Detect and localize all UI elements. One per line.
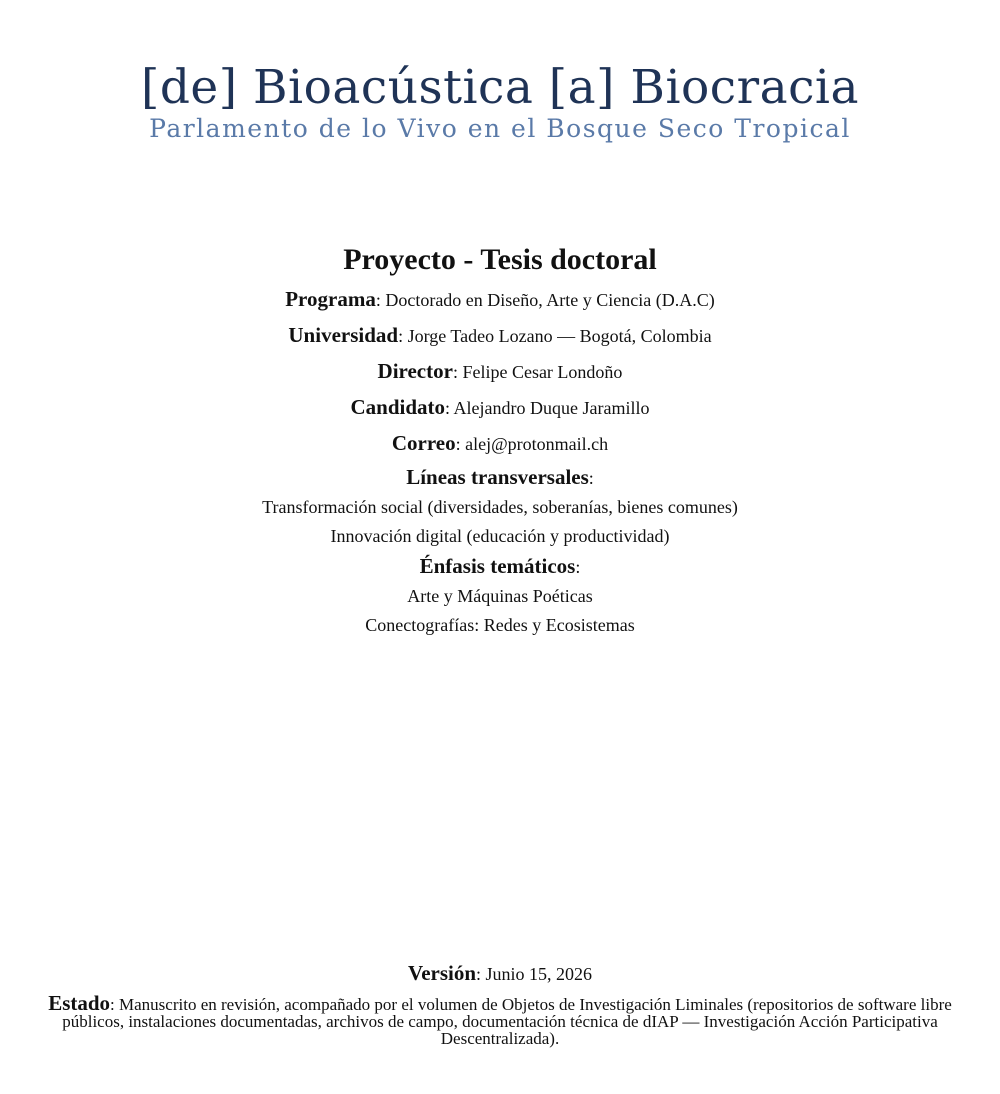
document-footer: [0, 957, 1000, 1047]
estado-value: : Manuscrito en revisión, acompañado por el volumen de Objetos de Investigación Liminales (repositorios de software libre públicos, instalaciones documentadas, archivos de campo, documentación técnica de dIAP — Investigación Acción Participativa Descentralizada).: [62, 995, 952, 1048]
field-value: : Doctorado en Diseño, Arte y Ciencia (D.A.C): [375, 290, 715, 310]
field-programa: [0, 282, 1000, 318]
document-title: [de] Bioacústica [a] Biocracia: [140, 60, 859, 115]
lineas-item: Transformación social (diversidades, soberanías, bienes comunes): [262, 497, 738, 517]
thesis-metadata: [0, 238, 1000, 640]
field-universidad: [0, 318, 1000, 354]
group-key: Líneas transversales: [406, 465, 589, 489]
lineas-transversales-heading: [0, 462, 1000, 493]
version-line: [0, 957, 1000, 990]
group-separator: :: [588, 468, 594, 488]
field-candidato: [0, 390, 1000, 426]
field-key: Director: [377, 359, 453, 383]
enfasis-item: Conectografías: Redes y Ecosistemas: [365, 615, 635, 635]
enfasis-tematicos-heading: [0, 551, 1000, 582]
field-key: Candidato: [350, 395, 446, 419]
estado-key: Estado: [48, 991, 111, 1015]
document-kind: Proyecto - Tesis doctoral: [343, 243, 657, 276]
version-value: : Junio 15, 2026: [476, 964, 593, 984]
lineas-item: Innovación digital (educación y productividad): [330, 526, 670, 546]
field-value: : Jorge Tadeo Lozano — Bogotá, Colombia: [398, 326, 712, 346]
field-correo: [0, 426, 1000, 462]
document-subtitle: Parlamento de lo Vivo en el Bosque Seco Tropical: [149, 114, 851, 143]
estado-paragraph: [30, 991, 970, 1048]
field-director: [0, 354, 1000, 390]
field-key: Correo: [391, 431, 456, 455]
field-value: : Alejandro Duque Jaramillo: [445, 398, 650, 418]
group-separator: :: [575, 557, 581, 577]
document-header: [0, 58, 1000, 144]
field-key: Universidad: [288, 323, 399, 347]
field-key: Programa: [285, 287, 376, 311]
version-key: Versión: [407, 961, 477, 985]
field-value: : alej@protonmail.ch: [455, 434, 609, 454]
field-value: : Felipe Cesar Londoño: [452, 362, 623, 382]
group-key: Énfasis temáticos: [419, 554, 576, 578]
enfasis-item: Arte y Máquinas Poéticas: [407, 586, 593, 606]
